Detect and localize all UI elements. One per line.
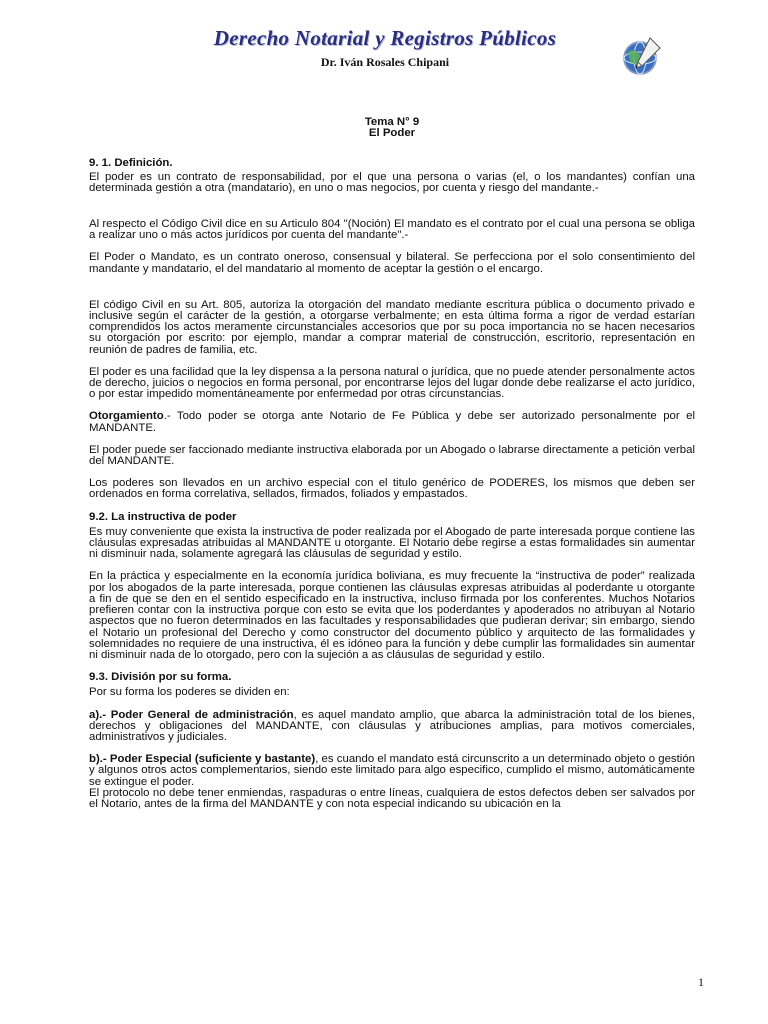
header-author: Dr. Iván Rosales Chipani (320, 55, 450, 69)
paragraph: El código Civil en su Art. 805, autoriza la otorgación del mandato mediante escritura pública o documento privado e inclusive según el carácter de la gestión, a otorgarse verbalmente; en esta última forma a rigor de verdad estarían comprendidos los actos meramente circunstanciales accesorios que por su poca importancia no se hacen necesarios su otorgación por escrito: por ejemplo, mandar a comprar material de construcción, escritorio, representación en reunión de padres de familia, etc. (89, 298, 695, 356)
paragraph-otorgamiento (89, 411, 695, 433)
section-heading-division: 9.3. División por su forma. (89, 671, 232, 684)
paragraph-text: , es aquel mandato amplio, que abarca la administración total de los bienes, derechos y obligaciones del MANDANTE, con cláusulas y atribuciones amplias, para motivos comerciales, administrativos y judiciales. (89, 708, 695, 743)
term-poder-especial: b).- Poder Especial (suficiente y bastante) (89, 753, 316, 766)
term-poder-general: a).- Poder General de administración (89, 708, 294, 721)
paragraph: Al respecto el Código Civil dice en su Articulo 804 "(Noción) El mandato es el contrato por el cual una persona se obliga a realizar uno o más actos jurídicos por cuenta del mandante".- (89, 218, 695, 242)
paragraph: El protocolo no debe tener enmiendas, raspaduras o entre líneas, cualquiera de estos defectos deben ser salvados por el Notario, antes de la firma del MANDANTE y con nota especial indicando su ubicación en la (89, 786, 695, 810)
paragraph: Por su forma los poderes se dividen en: (89, 686, 290, 699)
paragraph-poder-especial (89, 754, 695, 788)
paragraph: El Poder o Mandato, es un contrato oneroso, consensual y bilateral. Se perfecciona por el solo consentimiento del mandante y mandatario, el del mandatario al momento de aceptar la gestión o el encargo. (89, 251, 695, 275)
paragraph-text: .- Todo poder se otorga ante Notario de Fe Pública y debe ser autorizado personalmente por el MANDANTE. (89, 410, 695, 434)
paragraph: Es muy conveniente que exista la instructiva de poder realizada por el Abogado de parte interesada porque contiene las cláusulas expresadas atribuidas al MANDANTE u otorgante. El Notario debe regirse a estas formalidades sin aumentar ni disminuir nada, solamente agregará las cláusulas de seguridad y estilo. (89, 525, 695, 561)
document-body (89, 117, 695, 810)
paragraph-text: , es cuando el mandato está circunscrito a un determinado objeto o gestión y algunos otros actos complementarios, siendo este limitado para algo especifico, cumplido el mismo, automáticamente se extingue el poder. (89, 753, 695, 788)
paragraph: En la práctica y especialmente en la economía jurídica boliviana, es muy frecuente la “instructiva de poder” realizada por los abogados de la parte interesada, porque contienen las cláusulas expresas atribuidas al poderdante u otorgante a fin de que se den en el sentido especificado en la instructiva, incluso firmada por los conferentes. Muchos Notarios prefieren contar con la instructiva porque con esto se evita que los poderdantes y apoderados no atribuyan al Notario aspectos que no fueron determinados en las facultades y responsabilidades que pudieran derivar; sin embargo, siendo el Notario un profesional del Derecho y como constructor del documento público y arquitecto de las formalidades y solemnidades no requiere de una instructiva, él es idóneo para la función y debe cumplir las formalidades sin aumentar ni disminuir nada de lo otorgado, pero con la sujeción a as cláusulas de seguridad y estilo. (89, 570, 695, 661)
paragraph: El poder puede ser faccionado mediante instructiva elaborada por un Abogado o labrarse directamente a petición verbal del MANDANTE. (89, 443, 695, 468)
globe-pen-icon (620, 34, 664, 78)
paragraph: Los poderes son llevados en un archivo especial con el titulo genérico de PODERES, los mismos que deben ser ordenados en forma correlativa, sellados, firmados, foliados y empastados. (89, 477, 695, 501)
header-title: Derecho Notarial y Registros Públicos (213, 26, 557, 50)
term-otorgamiento: Otorgamiento (89, 410, 164, 423)
topic-number: Tema N° 9 (364, 116, 420, 128)
page-number: 1 (698, 975, 704, 989)
paragraph: El poder es una facilidad que la ley dispensa a la persona natural o jurídica, que no puede atender personalmente actos de derecho, juicios o negocios en forma personal, por encontrarse lejos del lugar donde debe realizarse el acto jurídico, o por estar impedido momentáneamente por enfermedad por otras circunstancias. (89, 365, 695, 401)
section-heading-instructiva: 9.2. La instructiva de poder (89, 510, 237, 523)
section-heading-definicion: 9. 1. Definición. (89, 157, 173, 170)
paragraph: El poder es un contrato de responsabilidad, por el que una persona o varias (el, o los mandantes) confían una determinada gestión a otra (mandatario), en uno o mas negocios, por cuenta y riesgo del mandante.- (89, 170, 695, 194)
document-title: El Poder (368, 127, 416, 140)
paragraph-poder-general (89, 710, 695, 744)
